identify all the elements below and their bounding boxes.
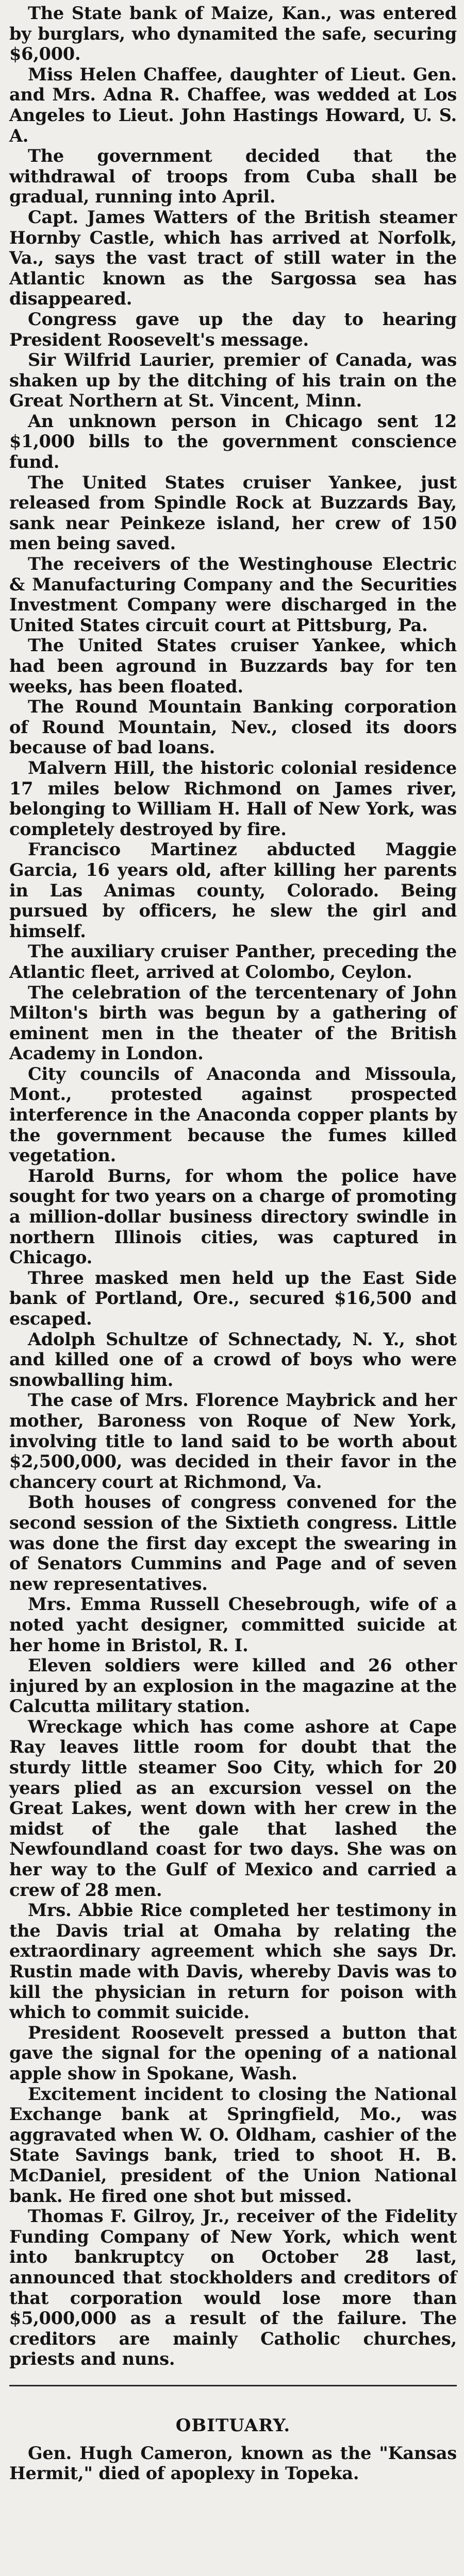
- news-item: Sir Wilfrid Laurier, premier of Canada, was shaken up by the ditching of his train on the Great Northern at St. Vincent, Minn.: [9, 350, 457, 411]
- news-item: An unknown person in Chicago sent 12 $1,000 bills to the government conscience fund.: [9, 411, 457, 472]
- news-item: Mrs. Emma Russell Chesebrough, wife of a noted yacht designer, committed suicide at her home in Bristol, R. I.: [9, 1594, 457, 1655]
- news-item: The Round Mountain Banking corporation of Round Mountain, Nev., closed its doors because of bad loans.: [9, 697, 457, 758]
- news-item: President Roosevelt pressed a button that gave the signal for the opening of a national apple show in Spokane, Wash.: [9, 2022, 457, 2083]
- obituary-item: Gen. Hugh Cameron, known as the "Kansas Hermit," died of apoplexy in Topeka.: [9, 2443, 457, 2484]
- section-divider: [9, 2385, 457, 2386]
- news-item: Thomas F. Gilroy, Jr., receiver of the Fidelity Funding Company of New York, which went into bankruptcy on October 28 last, announced that stockholders and creditors of that corporation would lose more than $5,000,000 as a result of the failure. The creditors are mainly Catholic churches, priests and nuns.: [9, 2206, 457, 2369]
- news-item: Malvern Hill, the historic colonial residence 17 miles below Richmond on James river, belonging to William H. Hall of New York, was completely destroyed by fire.: [9, 757, 457, 839]
- news-item: Eleven soldiers were killed and 26 other injured by an explosion in the magazine at the Calcutta military station.: [9, 1655, 457, 1717]
- news-column: [9, 3, 457, 2484]
- news-item: Wreckage which has come ashore at Cape Ray leaves little room for doubt that the sturdy little steamer Soo City, which for 20 years plied as an excursion vessel on the Great Lakes, went down with her crew in the midst of the gale that lashed the Newfoundland coast for two days. She was on her way to the Gulf of Mexico and carried a crew of 28 men.: [9, 1716, 457, 1900]
- obituary-heading: OBITUARY.: [175, 2415, 291, 2436]
- news-item: Three masked men held up the East Side bank of Portland, Ore., secured $16,500 and escaped.: [9, 1267, 457, 1329]
- news-item: The case of Mrs. Florence Maybrick and her mother, Baroness von Roque of New York, involving title to land said to be worth about $2,500,000, was decided in their favor in the chancery court at Richmond, Va.: [9, 1390, 457, 1492]
- news-item: Mrs. Abbie Rice completed her testimony in the Davis trial at Omaha by relating the extraordinary agreement which she says Dr. Rustin made with Davis, whereby Davis was to kill the physician in return for poison with which to commit suicide.: [9, 1900, 457, 2023]
- news-item: The celebration of the tercentenary of John Milton's birth was begun by a gathering of eminent men in the theater of the British Academy in London.: [9, 982, 457, 1064]
- news-item: Harold Burns, for whom the police have sought for two years on a charge of promoting a million-dollar business directory swindle in northern Illinois cities, was captured in Chicago.: [9, 1165, 457, 1268]
- news-item: Miss Helen Chaffee, daughter of Lieut. Gen. and Mrs. Adna R. Chaffee, was wedded at Los Angeles to Lieut. John Hastings Howard, U. S. A.: [9, 64, 457, 146]
- news-item: The United States cruiser Yankee, which had been aground in Buzzards bay for ten weeks, has been floated.: [9, 635, 457, 697]
- news-item: The State bank of Maize, Kan., was entered by burglars, who dynamited the safe, securing $6,000.: [9, 3, 457, 64]
- news-item: The auxiliary cruiser Panther, preceding the Atlantic fleet, arrived at Colombo, Ceylon.: [9, 941, 457, 982]
- news-item: The receivers of the Westinghouse Electric & Manufacturing Company and the Securities Investment Company were discharged in the United States circuit court at Pittsburg, Pa.: [9, 554, 457, 635]
- news-item: Adolph Schultze of Schnectady, N. Y., shot and killed one of a crowd of boys who were snowballing him.: [9, 1329, 457, 1390]
- news-item: Both houses of congress convened for the second session of the Sixtieth congress. Little was done the first day except the swearing in of Senators Cummins and Page and of seven new representatives.: [9, 1492, 457, 1594]
- news-item: Excitement incident to closing the National Exchange bank at Springfield, Mo., was aggravated when W. O. Oldham, cashier of the State Savings bank, tried to shoot H. B. McDaniel, president of the Union National bank. He fired one shot but missed.: [9, 2083, 457, 2206]
- news-item: Congress gave up the day to hearing President Roosevelt's message.: [9, 309, 457, 350]
- news-item: City councils of Anaconda and Missoula, Mont., protested against prospected interference in the Anaconda copper plants by the government because the fumes killed vegetation.: [9, 1063, 457, 1166]
- news-item: The government decided that the withdrawal of troops from Cuba shall be gradual, running into April.: [9, 146, 457, 207]
- news-item: Capt. James Watters of the British steamer Hornby Castle, which has arrived at Norfolk, Va., says the vast tract of still water in the Atlantic known as the Sargossa sea has disappeared.: [9, 207, 457, 309]
- news-item: The United States cruiser Yankee, just released from Spindle Rock at Buzzards Bay, sank near Peinkeze island, her crew of 150 men being saved.: [9, 472, 457, 554]
- news-item: Francisco Martinez abducted Maggie Garcia, 16 years old, after killing her parents in Las Animas county, Colorado. Being pursued by officers, he slew the girl and himself.: [9, 839, 457, 941]
